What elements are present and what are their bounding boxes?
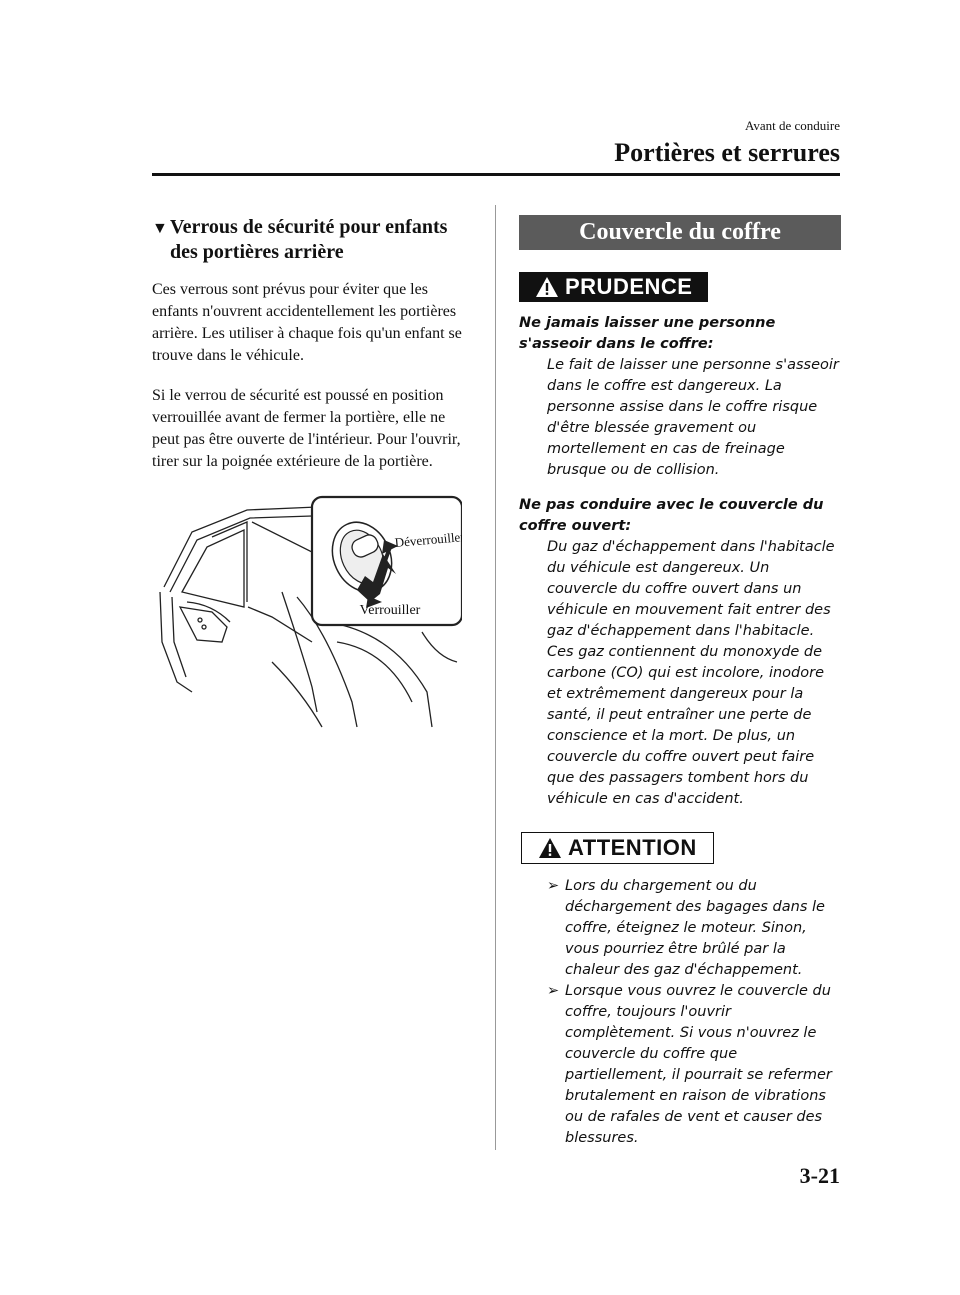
prudence-item2-heading: Ne pas conduire avec le couvercle du coffre ouvert: [519, 497, 824, 534]
intro-paragraph: Ces verrous sont prévus pour éviter que les enfants n'ouvrent accidentellement les portières arrière. Les utiliser à chaque fois qu'un enfant se trouve dans le véhicule. [152, 281, 462, 364]
attention-list [519, 876, 841, 1149]
attention-item: ➢ Lorsque vous ouvrez le couvercle du coffre, toujours l'ouvrir complètement. Si vous n'ouvrez le couvercle du coffre que partiellement, il pourrait se refermer brutalement en raison de vibrations ou de rafales de vent et causer des blessures. [547, 983, 832, 1146]
attention-label-box [521, 832, 714, 864]
door-drawing [152, 492, 462, 732]
page-number: 3-21 [799, 1163, 840, 1188]
arrow-bullet-icon: ➢ [547, 878, 560, 894]
prudence-label-box [519, 272, 708, 302]
section-title-line2: des portières arrière [170, 241, 344, 263]
left-column [152, 215, 472, 473]
section-banner: Couvercle du coffre [519, 215, 841, 250]
child-lock-illustration [152, 492, 462, 732]
warning-triangle-icon [535, 276, 559, 298]
prudence-item1-body: Le fait de laisser une personne s'asseoir dans le coffre est dangereux. La personne assise dans le coffre risque d'être blessée gravement ou mortellement en cas de freinage brusque ou de collision. [547, 357, 839, 478]
attention-label: ATTENTION [568, 835, 697, 860]
section-title [152, 215, 472, 265]
right-column [519, 215, 841, 1149]
column-divider [495, 205, 496, 1150]
prudence-item1-heading: Ne jamais laisser une personne s'asseoir dans le coffre: [519, 315, 776, 352]
prudence-item2-body: Du gaz d'échappement dans l'habitacle du véhicule est dangereux. Un couvercle du coffre ouvert dans un véhicule en mouvement fait entrer des gaz d'échappement dans l'habitacle. Ces gaz contiennent du monoxyde de carbone (CO) qui est incolore, inodore et extrêmement dangereux pour la santé, il peut entraîner une perte de conscience et la mort. De plus, un couvercle du coffre ouvert peut faire que des passagers tombent hors du véhicule en cas d'accident. [547, 539, 835, 807]
header-section: Avant de conduire [744, 118, 840, 133]
lock-paragraph: Si le verrou de sécurité est poussé en position verrouillée avant de fermer la portière, elle ne peut pas être ouverte de l'intérieur. Pour l'ouvrir, tirer sur la poignée extérieure de la portière. [152, 387, 461, 470]
section-title-line1: Verrous de sécurité pour enfants [170, 216, 448, 238]
lock-label: Verrouiller [359, 603, 421, 618]
unlock-label: Déverrouiller [394, 528, 462, 551]
header-rule [152, 173, 840, 176]
arrow-bullet-icon: ➢ [547, 983, 560, 999]
prudence-label: PRUDENCE [565, 274, 693, 299]
header-title: Portières et serrures [614, 138, 840, 167]
warning-triangle-icon [538, 837, 562, 859]
attention-item: ➢ Lors du chargement ou du déchargement des bagages dans le coffre, éteignez le moteur. Sinon, vous pourriez être brûlé par la chaleur des gaz d'échappement. [547, 878, 825, 978]
triangle-down-icon: ▼ [152, 220, 168, 237]
